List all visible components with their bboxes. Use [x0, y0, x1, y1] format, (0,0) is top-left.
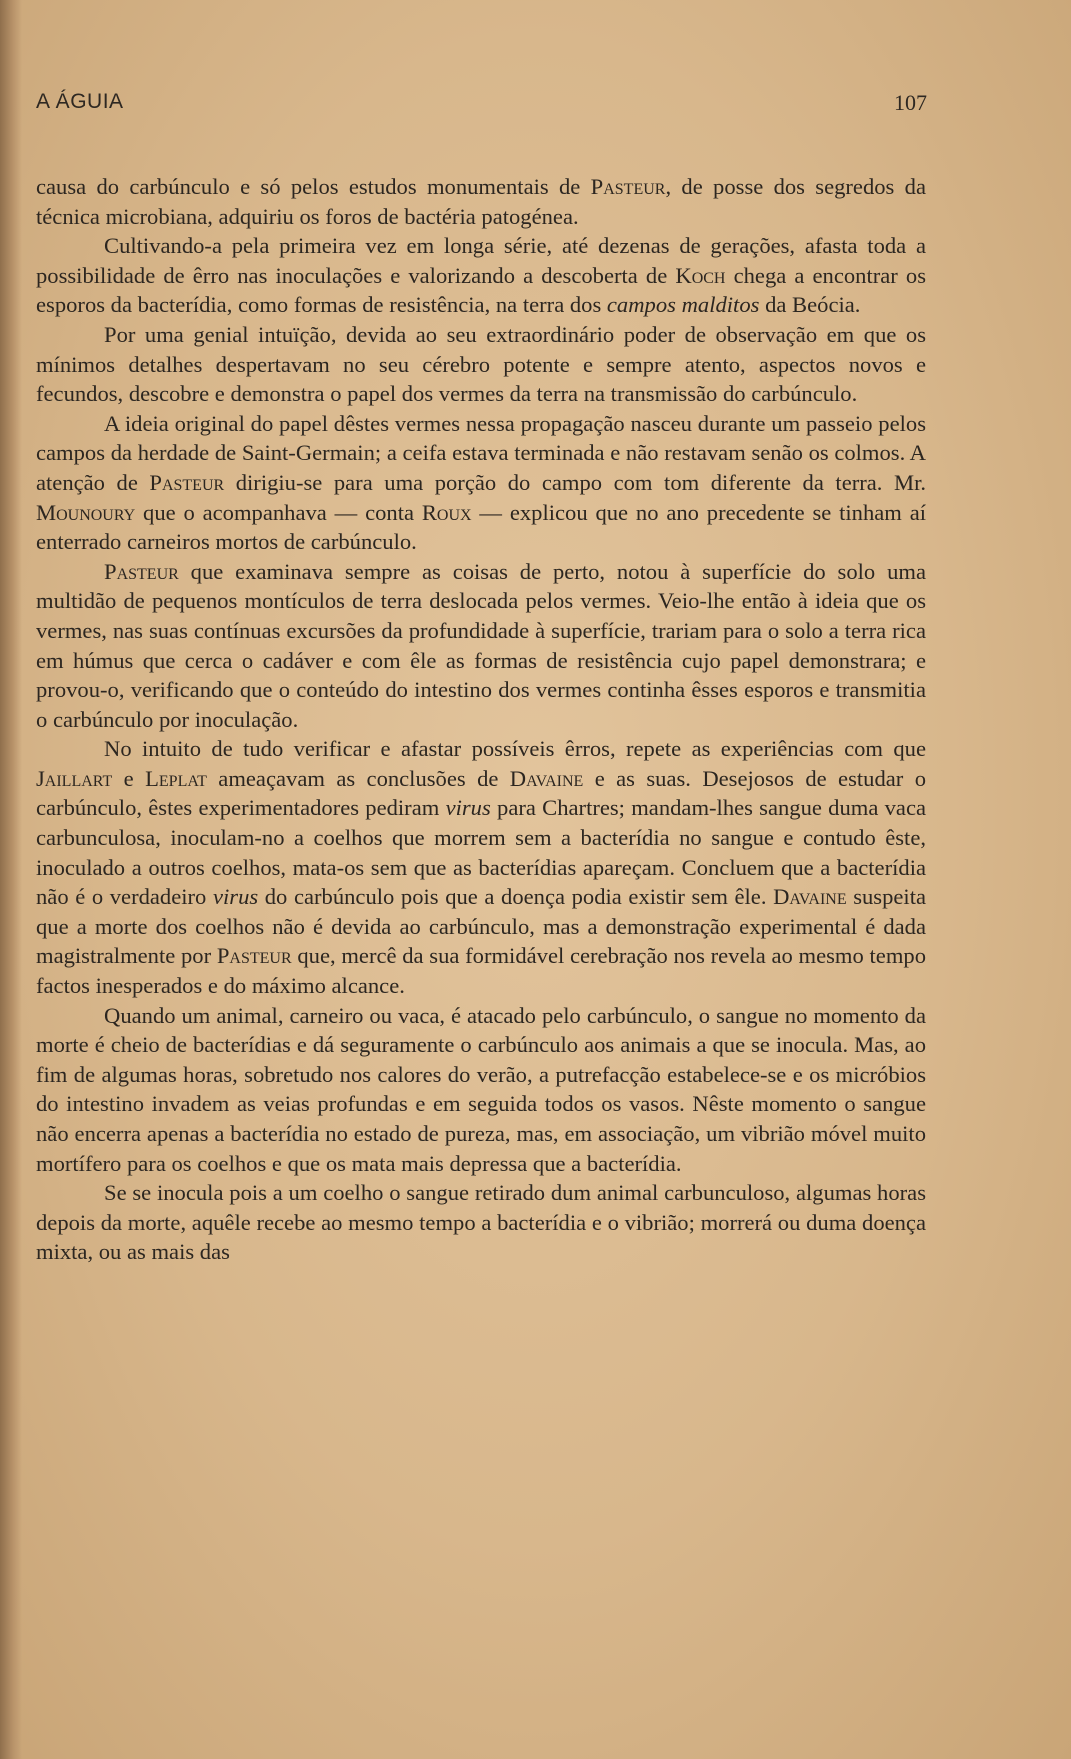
name-mounoury: Mounoury: [36, 499, 136, 525]
text-run: do carbúnculo pois que a doença podia existir sem êle.: [258, 884, 774, 910]
name-pasteur: Pasteur: [216, 943, 292, 969]
text-run: dirigiu-se para uma porção do campo com tom diferente da terra. Mr.: [224, 469, 926, 495]
text-run: A ideia original do papel dêstes vermes nessa propagação nasceu durante um passeio pelos campos da herdade de Saint-Germain; a ceifa estava terminada e não restavam senão os colmos. A atenção de: [36, 410, 926, 495]
text-run: que examinava sempre as coisas de perto, notou à superfície do solo uma multidão de pequenos montículos de terra deslocada pelos vermes. Veio-lhe então à ideia que os vermes, nas suas contínuas excursões da profundidade à superfície, trariam para o solo a terra rica em húmus que cerca o cadáver e com êle as formas de resistência cujo papel demonstrara; e provou-o, verificando que o conteúdo do intestino dos vermes continha êsses esporos e transmitia o carbúnculo por inoculação.: [36, 558, 926, 732]
text-run: que, mercê da sua formidável cerebração nos revela ao mesmo tempo factos inesperados e do máximo alcance.: [36, 943, 926, 999]
running-head: [36, 90, 927, 118]
italic-campos-malditos: campos malditos: [606, 292, 760, 318]
text-run: suspeita que a morte dos coelhos não é devida ao carbúnculo, mas a demonstração experimental é dada magistralmente por: [36, 884, 927, 969]
text-run: — explicou que no ano precedente se tinham aí enterrado carneiros mortos de carbúnculo.: [36, 499, 926, 555]
name-pasteur: Pasteur: [104, 558, 179, 584]
paragraph-5: [36, 557, 926, 735]
text-run: chega a encontrar os esporos da bacterídia, como formas de resistência, na terra dos: [36, 262, 926, 318]
italic-virus: virus: [212, 884, 259, 910]
name-pasteur: Pasteur: [590, 174, 666, 199]
paragraph-7: Quando um animal, carneiro ou vaca, é atacado pelo carbúnculo, o sangue no momento da morte é cheio de bacterídias e dá seguramente o carbúnculo aos animais a que se inocula. Mas, ao fim de algumas horas, sobretudo nos calores do verão, a putrefacção estabelece-se e os micróbios do intestino invadem as veias profundas e em seguida todos os vasos. Nêste momento o sangue não encerra apenas a bacterídia no estado de pureza, mas, em associação, um vibrião móvel muito mortífero para os coelhos e que os mata mais depressa que a bacterídia.: [36, 1002, 926, 1176]
text-run: , de posse dos segredos da técnica microbiana, adquiriu os foros de bactéria patogénea.: [36, 174, 926, 229]
paragraph-8: Se se inocula pois a um coelho o sangue retirado dum animal carbunculoso, algumas horas depois da morte, aquêle recebe ao mesmo tempo a bacterídia e o vibrião; morrerá ou duma doença mixta, ou as mais das: [36, 1180, 926, 1265]
text-run: Cultivando-a pela primeira vez em longa série, até dezenas de gerações, afasta toda a possibilidade de êrro nas inoculações e valorizando a descoberta de: [36, 233, 926, 288]
text-run: que o acompanhava — conta: [135, 499, 422, 525]
name-davaine: Davaine: [509, 765, 584, 791]
name-roux: Roux: [421, 499, 472, 525]
running-title: A ÁGUIA: [36, 90, 124, 113]
name-leplat: Leplat: [145, 765, 207, 791]
name-koch: Koch: [675, 262, 726, 288]
paragraph-4: [36, 409, 926, 557]
body-text: [36, 172, 926, 1267]
text-run: da Beócia.: [759, 292, 861, 318]
page-number: 107: [894, 90, 927, 115]
text-run: causa do carbúnculo e só pelos estudos monumentais de: [36, 174, 591, 199]
name-pasteur: Pasteur: [149, 469, 225, 495]
italic-virus: virus: [445, 795, 491, 821]
paragraph-6: [36, 734, 926, 1000]
text-run: ameaçavam as conclusões de: [206, 765, 510, 791]
paragraph-2: [36, 231, 926, 320]
text-run: No intuito de tudo verificar e afastar possíveis êrros, repete as experiências com que: [104, 736, 926, 762]
paragraph-1: [36, 172, 926, 231]
page-edge-shadow: [0, 0, 22, 1759]
paragraph-3: Por uma genial intuïção, devida ao seu extraordinário poder de observação em que os mínimos detalhes despertavam no seu cérebro potente e sempre atento, aspectos novos e fecundos, descobre e demonstra o papel dos vermes da terra na transmissão do carbúnculo.: [36, 321, 926, 407]
text-run: e as suas. Desejosos de estudar o carbúnculo, êstes experimentadores pediram: [36, 765, 926, 821]
text-run: e: [112, 765, 146, 791]
text-run: para Chartres; mandam-lhes sangue duma vaca carbunculosa, inoculam-no a coelhos que morrem sem a bacterídia no sangue e contudo êste, inoculado a outros coelhos, mata-os sem que as bacterídias apareçam. Concluem que a bacterídia não é o verdadeiro: [36, 795, 927, 910]
name-jaillart: Jaillart: [36, 765, 113, 791]
name-davaine: Davaine: [773, 884, 847, 910]
